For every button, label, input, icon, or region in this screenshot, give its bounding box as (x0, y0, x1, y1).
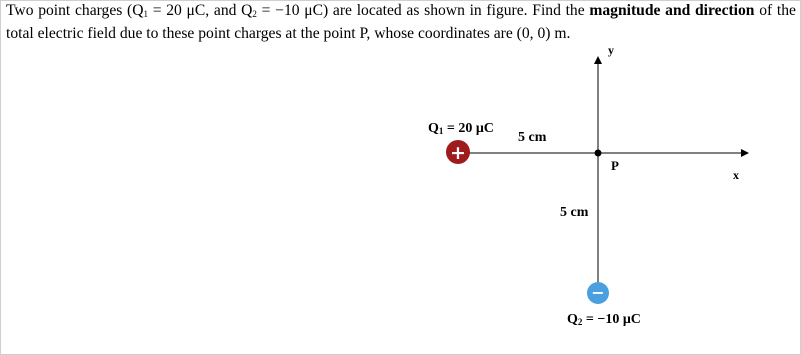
negative-sign: − (591, 283, 605, 302)
positive-sign: + (450, 142, 466, 164)
q1-label: $Q_1 = 20$ μC (428, 121, 494, 136)
origin-point (595, 150, 602, 157)
vertical-distance-label: 5 cm (560, 205, 589, 220)
horizontal-distance-label: 5 cm (518, 130, 547, 145)
x-axis-label: x (733, 168, 739, 182)
point-p-label: P (611, 158, 619, 173)
problem-statement: Two point charges ($Q_1 = 20$ μC, and $Q_2 = -10$ μC) are located as shown in figure. Find the magnitude and direction of the total electric field due to these point charges at the point P, whose coordinates are (0, 0) m. (6, 2, 796, 42)
q2-label: $Q_2 = -10$ μC (567, 312, 641, 327)
emphasis-text: magnitude and direction (589, 2, 755, 19)
y-axis-label: y (608, 43, 614, 57)
